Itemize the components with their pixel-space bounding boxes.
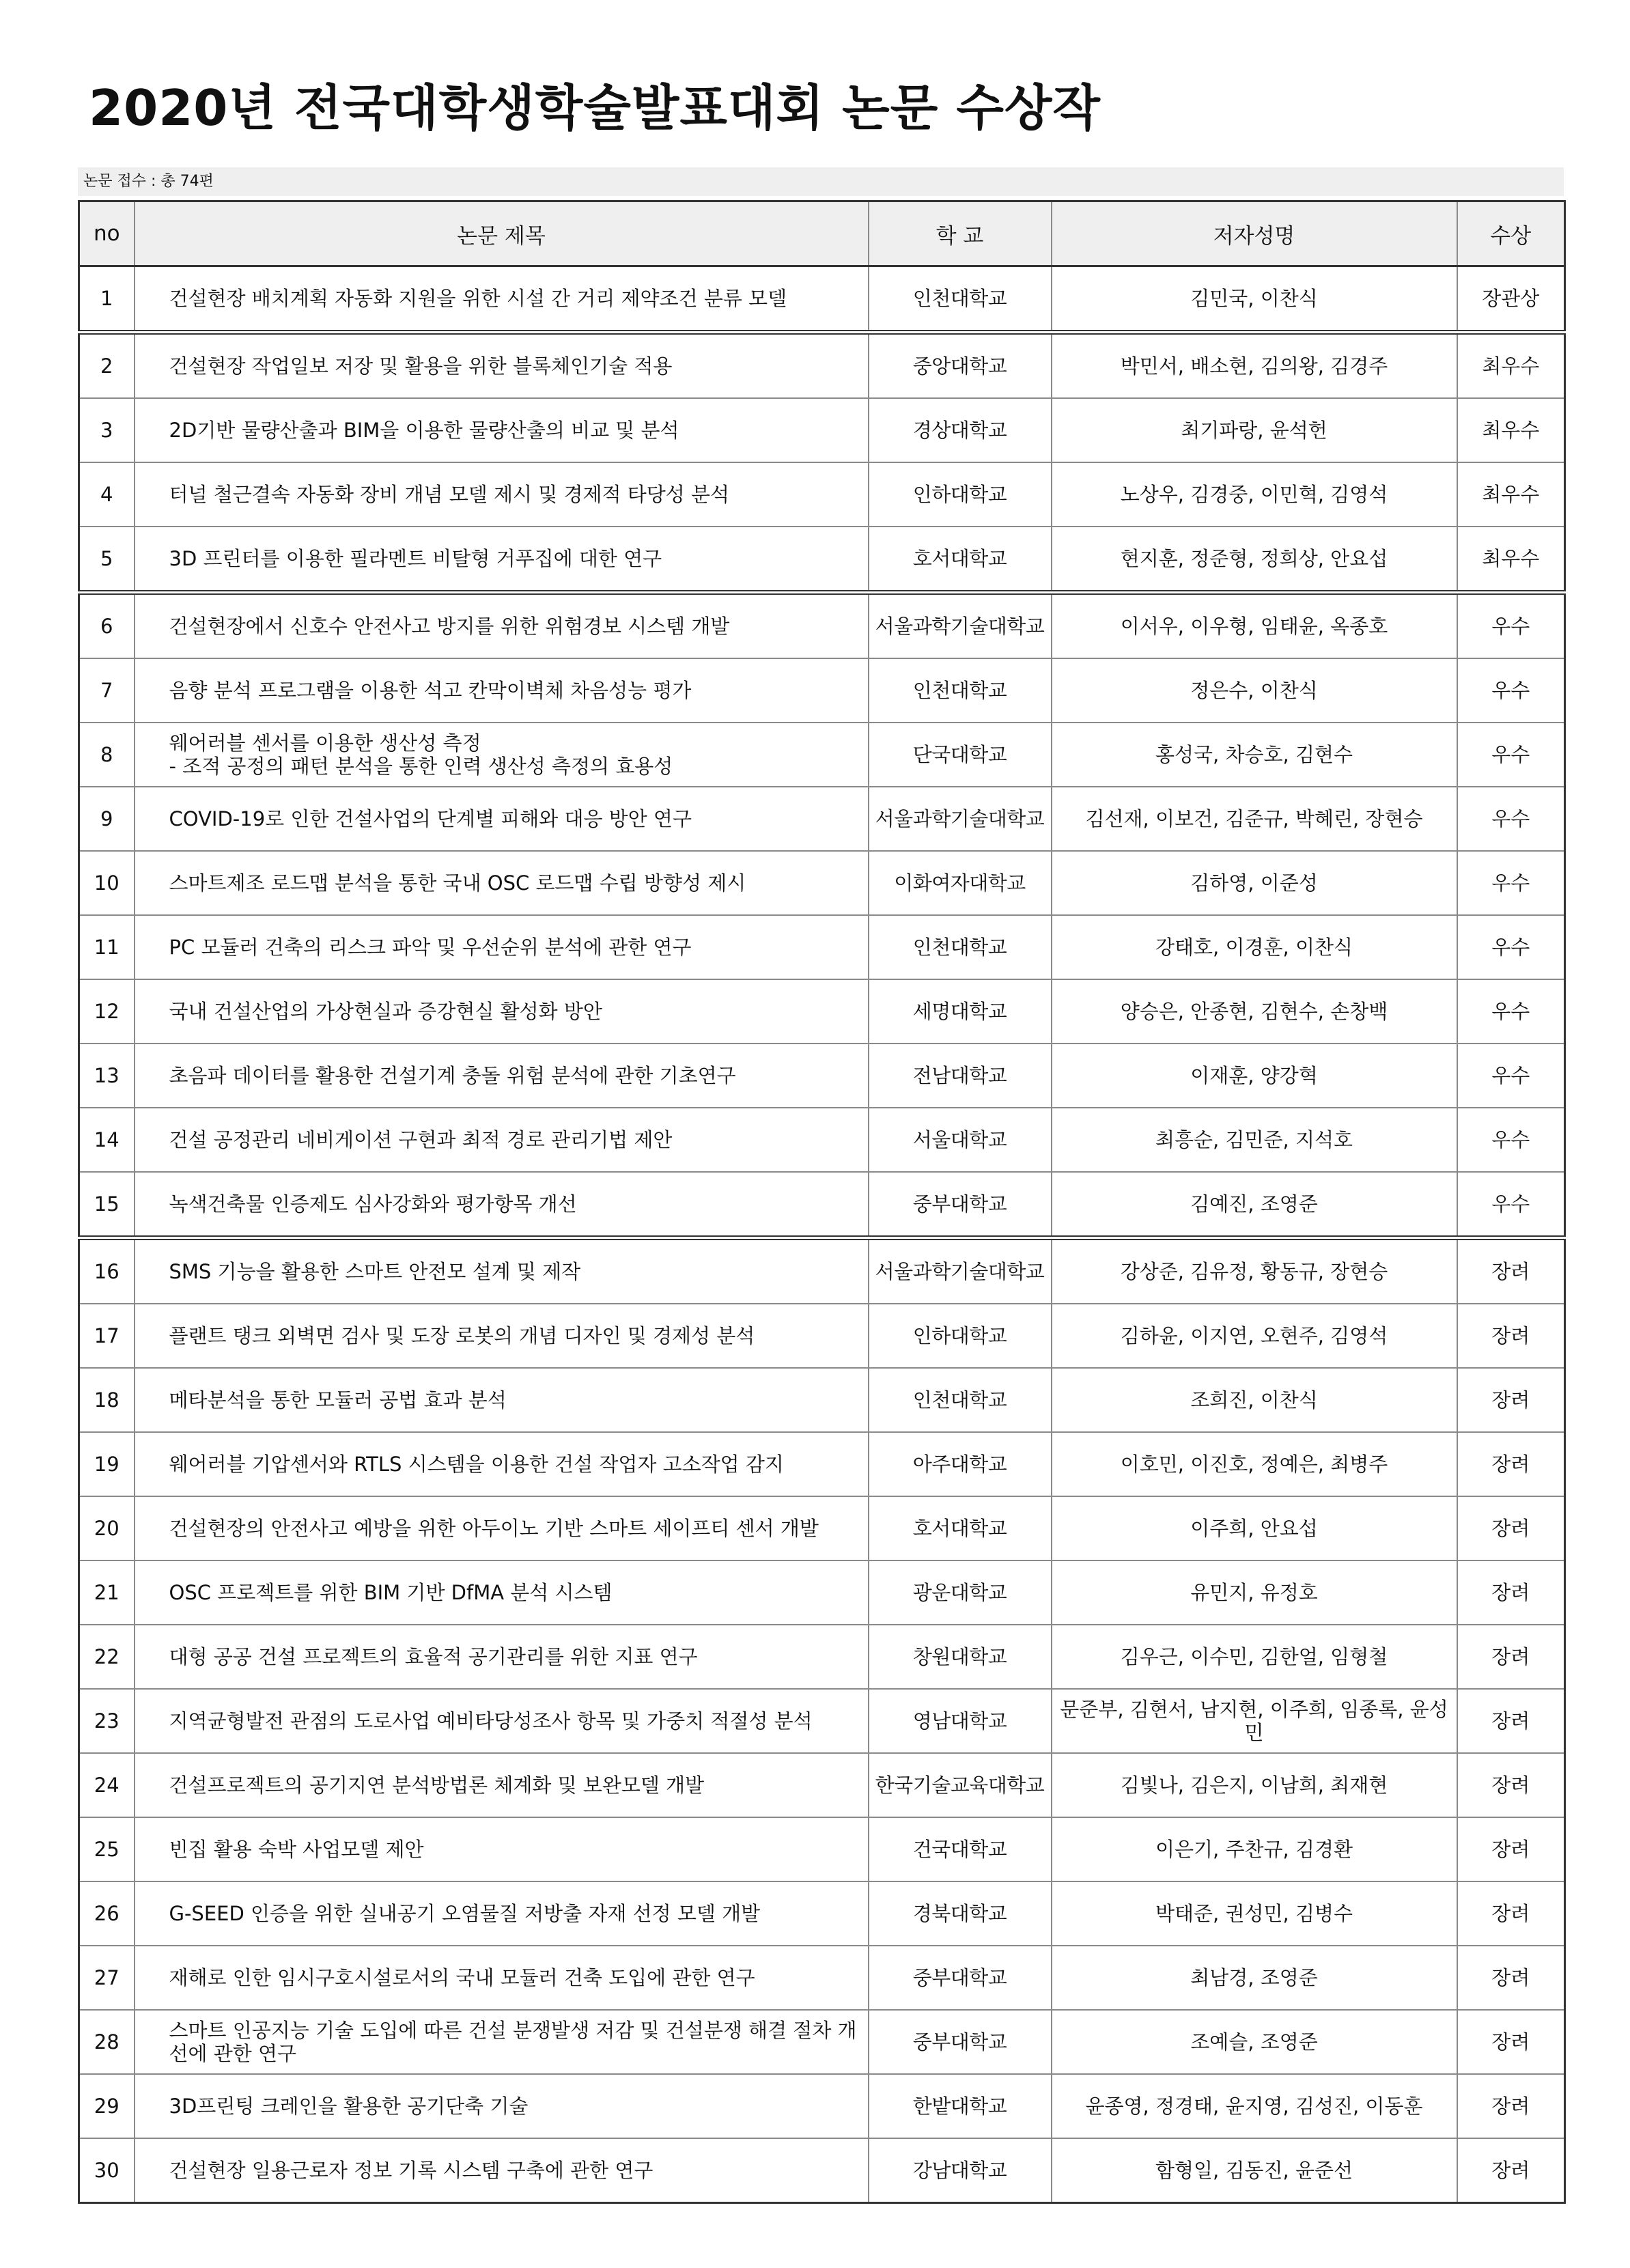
table-row <box>79 1432 1565 1496</box>
table-row <box>79 723 1565 787</box>
school-name: 전남대학교 <box>869 1044 1052 1108</box>
header-title: 논문 제목 <box>135 201 869 266</box>
row-no: 3 <box>79 398 135 462</box>
author-names: 유민지, 유정호 <box>1052 1560 1457 1625</box>
row-no: 15 <box>79 1172 135 1238</box>
table-row <box>79 1496 1565 1560</box>
paper-title: SMS 기능을 활용한 스마트 안전모 설계 및 제작 <box>135 1238 869 1304</box>
school-name: 호서대학교 <box>869 1496 1052 1560</box>
school-name: 중앙대학교 <box>869 333 1052 399</box>
paper-title: 메타분석을 통한 모듈러 공법 효과 분석 <box>135 1368 869 1432</box>
row-no: 17 <box>79 1304 135 1368</box>
school-name: 이화여자대학교 <box>869 851 1052 915</box>
award-level: 우수 <box>1457 1172 1565 1238</box>
header-authors: 저자성명 <box>1052 201 1457 266</box>
table-row <box>79 593 1565 659</box>
award-level: 최우수 <box>1457 527 1565 593</box>
row-no: 5 <box>79 527 135 593</box>
row-no: 1 <box>79 266 135 333</box>
row-no: 25 <box>79 1817 135 1881</box>
paper-title: 국내 건설산업의 가상현실과 증강현실 활성화 방안 <box>135 979 869 1044</box>
school-name: 영남대학교 <box>869 1689 1052 1753</box>
school-name: 중부대학교 <box>869 1172 1052 1238</box>
school-name: 인천대학교 <box>869 266 1052 333</box>
header-school: 학 교 <box>869 201 1052 266</box>
awards-table <box>78 200 1566 2204</box>
paper-title: OSC 프로젝트를 위한 BIM 기반 DfMA 분석 시스템 <box>135 1560 869 1625</box>
paper-title: 건설프로젝트의 공기지연 분석방법론 체계화 및 보완모델 개발 <box>135 1753 869 1817</box>
paper-title: 대형 공공 건설 프로젝트의 효율적 공기관리를 위한 지표 연구 <box>135 1625 869 1689</box>
school-name: 호서대학교 <box>869 527 1052 593</box>
author-names: 이호민, 이진호, 정예은, 최병주 <box>1052 1432 1457 1496</box>
author-names: 함형일, 김동진, 윤준선 <box>1052 2138 1457 2203</box>
paper-title: 음향 분석 프로그램을 이용한 석고 칸막이벽체 차음성능 평가 <box>135 658 869 723</box>
row-no: 7 <box>79 658 135 723</box>
author-names: 김하영, 이준성 <box>1052 851 1457 915</box>
award-level: 장관상 <box>1457 266 1565 333</box>
author-names: 현지훈, 정준형, 정희상, 안요섭 <box>1052 527 1457 593</box>
author-names: 홍성국, 차승호, 김현수 <box>1052 723 1457 787</box>
award-level: 장려 <box>1457 1625 1565 1689</box>
award-level: 장려 <box>1457 1946 1565 2010</box>
table-row <box>79 462 1565 527</box>
paper-title: 3D 프린터를 이용한 필라멘트 비탈형 거푸집에 대한 연구 <box>135 527 869 593</box>
row-no: 4 <box>79 462 135 527</box>
award-level: 장려 <box>1457 2074 1565 2138</box>
table-row <box>79 1625 1565 1689</box>
author-names: 김우근, 이수민, 김한얼, 임형철 <box>1052 1625 1457 1689</box>
author-names: 노상우, 김경중, 이민혁, 김영석 <box>1052 462 1457 527</box>
row-no: 18 <box>79 1368 135 1432</box>
school-name: 서울과학기술대학교 <box>869 1238 1052 1304</box>
header-no: no <box>79 201 135 266</box>
table-row <box>79 979 1565 1044</box>
author-names: 최흥순, 김민준, 지석호 <box>1052 1108 1457 1172</box>
paper-title: PC 모듈러 건축의 리스크 파악 및 우선순위 분석에 관한 연구 <box>135 915 869 979</box>
paper-title: G-SEED 인증을 위한 실내공기 오염물질 저방출 자재 선정 모델 개발 <box>135 1881 869 1946</box>
row-no: 10 <box>79 851 135 915</box>
row-no: 11 <box>79 915 135 979</box>
school-name: 서울과학기술대학교 <box>869 593 1052 659</box>
author-names: 김선재, 이보건, 김준규, 박혜린, 장현승 <box>1052 787 1457 851</box>
award-level: 장려 <box>1457 2138 1565 2203</box>
author-names: 양승은, 안종현, 김현수, 손창백 <box>1052 979 1457 1044</box>
table-row <box>79 527 1565 593</box>
row-no: 28 <box>79 2010 135 2074</box>
author-names: 강상준, 김유정, 황동규, 장현승 <box>1052 1238 1457 1304</box>
paper-title: 웨어러블 센서를 이용한 생산성 측정 - 조적 공정의 패턴 분석을 통한 인력 생산성 측정의 효용성 <box>135 723 869 787</box>
school-name: 인하대학교 <box>869 1304 1052 1368</box>
award-level: 장려 <box>1457 1432 1565 1496</box>
award-level: 장려 <box>1457 1560 1565 1625</box>
award-level: 우수 <box>1457 787 1565 851</box>
paper-title: 건설현장 일용근로자 정보 기록 시스템 구축에 관한 연구 <box>135 2138 869 2203</box>
paper-title: 건설현장 배치계획 자동화 지원을 위한 시설 간 거리 제약조건 분류 모델 <box>135 266 869 333</box>
school-name: 창원대학교 <box>869 1625 1052 1689</box>
award-level: 장려 <box>1457 1817 1565 1881</box>
table-row <box>79 1108 1565 1172</box>
author-names: 박민서, 배소현, 김의왕, 김경주 <box>1052 333 1457 399</box>
school-name: 서울과학기술대학교 <box>869 787 1052 851</box>
paper-title: 지역균형발전 관점의 도로사업 예비타당성조사 항목 및 가중치 적절성 분석 <box>135 1689 869 1753</box>
school-name: 경상대학교 <box>869 398 1052 462</box>
paper-title: 스마트제조 로드맵 분석을 통한 국내 OSC 로드맵 수립 방향성 제시 <box>135 851 869 915</box>
table-row <box>79 1689 1565 1753</box>
school-name: 단국대학교 <box>869 723 1052 787</box>
school-name: 아주대학교 <box>869 1432 1052 1496</box>
paper-title: 건설현장 작업일보 저장 및 활용을 위한 블록체인기술 적용 <box>135 333 869 399</box>
author-names: 조예슬, 조영준 <box>1052 2010 1457 2074</box>
table-body <box>79 266 1565 2203</box>
award-level: 우수 <box>1457 593 1565 659</box>
table-row <box>79 787 1565 851</box>
award-level: 우수 <box>1457 915 1565 979</box>
award-level: 우수 <box>1457 979 1565 1044</box>
author-names: 이재훈, 양강혁 <box>1052 1044 1457 1108</box>
author-names: 강태호, 이경훈, 이찬식 <box>1052 915 1457 979</box>
paper-title: 스마트 인공지능 기술 도입에 따른 건설 분쟁발생 저감 및 건설분쟁 해결 절차 개선에 관한 연구 <box>135 2010 869 2074</box>
submission-count-note: 논문 접수 : 총 74편 <box>78 167 1564 196</box>
award-level: 장려 <box>1457 1881 1565 1946</box>
page-title: 2020년 전국대학생학술발표대회 논문 수상작 <box>89 79 1101 137</box>
table-row <box>79 1946 1565 2010</box>
row-no: 21 <box>79 1560 135 1625</box>
table-row <box>79 851 1565 915</box>
award-level: 우수 <box>1457 723 1565 787</box>
author-names: 이서우, 이우형, 임태윤, 옥종호 <box>1052 593 1457 659</box>
award-level: 최우수 <box>1457 398 1565 462</box>
paper-title: 웨어러블 기압센서와 RTLS 시스템을 이용한 건설 작업자 고소작업 감지 <box>135 1432 869 1496</box>
author-names: 최남경, 조영준 <box>1052 1946 1457 2010</box>
row-no: 24 <box>79 1753 135 1817</box>
author-names: 이은기, 주찬규, 김경환 <box>1052 1817 1457 1881</box>
row-no: 22 <box>79 1625 135 1689</box>
award-level: 장려 <box>1457 1689 1565 1753</box>
paper-title: 녹색건축물 인증제도 심사강화와 평가항목 개선 <box>135 1172 869 1238</box>
table-row <box>79 1881 1565 1946</box>
row-no: 29 <box>79 2074 135 2138</box>
author-names: 김예진, 조영준 <box>1052 1172 1457 1238</box>
school-name: 인천대학교 <box>869 915 1052 979</box>
row-no: 8 <box>79 723 135 787</box>
award-level: 장려 <box>1457 1304 1565 1368</box>
paper-title: 빈집 활용 숙박 사업모델 제안 <box>135 1817 869 1881</box>
table-header-row <box>79 201 1565 266</box>
author-names: 정은수, 이찬식 <box>1052 658 1457 723</box>
row-no: 23 <box>79 1689 135 1753</box>
author-names: 김민국, 이찬식 <box>1052 266 1457 333</box>
paper-title: 재해로 인한 임시구호시설로서의 국내 모듈러 건축 도입에 관한 연구 <box>135 1946 869 2010</box>
school-name: 한국기술교육대학교 <box>869 1753 1052 1817</box>
school-name: 중부대학교 <box>869 1946 1052 2010</box>
row-no: 9 <box>79 787 135 851</box>
school-name: 중부대학교 <box>869 2010 1052 2074</box>
school-name: 광운대학교 <box>869 1560 1052 1625</box>
table-row <box>79 2074 1565 2138</box>
school-name: 건국대학교 <box>869 1817 1052 1881</box>
row-no: 13 <box>79 1044 135 1108</box>
table-row <box>79 266 1565 333</box>
award-level: 우수 <box>1457 658 1565 723</box>
table-row <box>79 1753 1565 1817</box>
paper-title: 건설현장의 안전사고 예방을 위한 아두이노 기반 스마트 세이프티 센서 개발 <box>135 1496 869 1560</box>
award-level: 우수 <box>1457 851 1565 915</box>
school-name: 인천대학교 <box>869 1368 1052 1432</box>
paper-title: 터널 철근결속 자동화 장비 개념 모델 제시 및 경제적 타당성 분석 <box>135 462 869 527</box>
paper-title: 2D기반 물량산출과 BIM을 이용한 물량산출의 비교 및 분석 <box>135 398 869 462</box>
row-no: 20 <box>79 1496 135 1560</box>
author-names: 박태준, 권성민, 김병수 <box>1052 1881 1457 1946</box>
table-row <box>79 658 1565 723</box>
table-row <box>79 1044 1565 1108</box>
award-level: 우수 <box>1457 1108 1565 1172</box>
school-name: 한밭대학교 <box>869 2074 1052 2138</box>
paper-title: 플랜트 탱크 외벽면 검사 및 도장 로봇의 개념 디자인 및 경제성 분석 <box>135 1304 869 1368</box>
table-row <box>79 2138 1565 2203</box>
award-level: 장려 <box>1457 1753 1565 1817</box>
paper-title: 초음파 데이터를 활용한 건설기계 충돌 위험 분석에 관한 기초연구 <box>135 1044 869 1108</box>
row-no: 14 <box>79 1108 135 1172</box>
paper-title: 건설 공정관리 네비게이션 구현과 최적 경로 관리기법 제안 <box>135 1108 869 1172</box>
row-no: 30 <box>79 2138 135 2203</box>
header-award: 수상 <box>1457 201 1565 266</box>
row-no: 19 <box>79 1432 135 1496</box>
row-no: 27 <box>79 1946 135 2010</box>
table-row <box>79 1172 1565 1238</box>
table-row <box>79 1560 1565 1625</box>
table-row <box>79 2010 1565 2074</box>
author-names: 이주희, 안요섭 <box>1052 1496 1457 1560</box>
award-level: 최우수 <box>1457 462 1565 527</box>
award-level: 장려 <box>1457 1238 1565 1304</box>
table-row <box>79 1368 1565 1432</box>
paper-title: 3D프린팅 크레인을 활용한 공기단축 기술 <box>135 2074 869 2138</box>
paper-title: 건설현장에서 신호수 안전사고 방지를 위한 위험경보 시스템 개발 <box>135 593 869 659</box>
table-row <box>79 398 1565 462</box>
school-name: 세명대학교 <box>869 979 1052 1044</box>
table-row <box>79 1304 1565 1368</box>
paper-title: COVID-19로 인한 건설사업의 단계별 피해와 대응 방안 연구 <box>135 787 869 851</box>
award-level: 장려 <box>1457 2010 1565 2074</box>
award-level: 장려 <box>1457 1496 1565 1560</box>
school-name: 인하대학교 <box>869 462 1052 527</box>
row-no: 6 <box>79 593 135 659</box>
author-names: 김하윤, 이지연, 오현주, 김영석 <box>1052 1304 1457 1368</box>
school-name: 인천대학교 <box>869 658 1052 723</box>
award-level: 최우수 <box>1457 333 1565 399</box>
row-no: 2 <box>79 333 135 399</box>
school-name: 강남대학교 <box>869 2138 1052 2203</box>
row-no: 16 <box>79 1238 135 1304</box>
author-names: 문준부, 김현서, 남지현, 이주희, 임종록, 윤성민 <box>1052 1689 1457 1753</box>
author-names: 조희진, 이찬식 <box>1052 1368 1457 1432</box>
author-names: 윤종영, 정경태, 윤지영, 김성진, 이동훈 <box>1052 2074 1457 2138</box>
author-names: 최기파랑, 윤석헌 <box>1052 398 1457 462</box>
school-name: 서울대학교 <box>869 1108 1052 1172</box>
school-name: 경북대학교 <box>869 1881 1052 1946</box>
author-names: 김빛나, 김은지, 이남희, 최재현 <box>1052 1753 1457 1817</box>
row-no: 12 <box>79 979 135 1044</box>
row-no: 26 <box>79 1881 135 1946</box>
table-row <box>79 915 1565 979</box>
table-row <box>79 1817 1565 1881</box>
award-level: 우수 <box>1457 1044 1565 1108</box>
table-row <box>79 1238 1565 1304</box>
award-level: 장려 <box>1457 1368 1565 1432</box>
table-row <box>79 333 1565 399</box>
